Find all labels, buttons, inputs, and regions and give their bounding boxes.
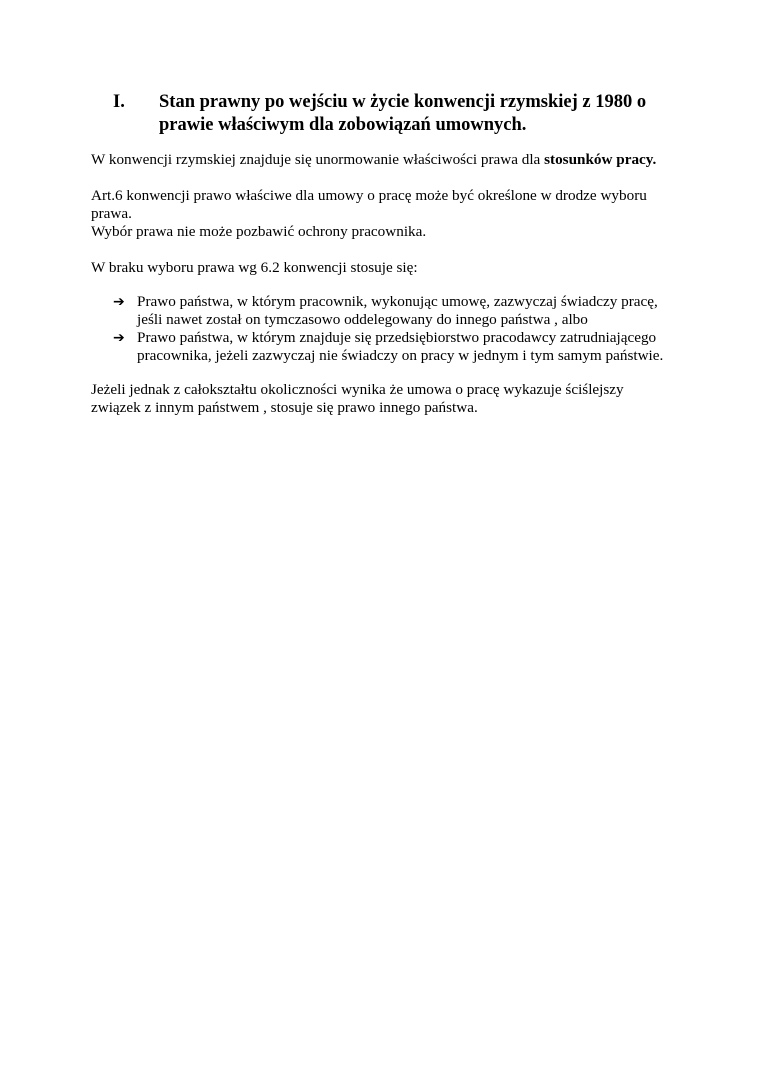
- section-title-line: prawie właściwym dla zobowiązań umownych.: [159, 115, 527, 135]
- section-heading: [113, 91, 673, 137]
- paragraph-line: prawa.: [91, 205, 132, 222]
- paragraph-closer-connection: [91, 381, 691, 417]
- paragraph-line: związek z innym państwem , stosuje się prawo innego państwa.: [91, 399, 478, 416]
- paragraph-line: W braku wyboru prawa wg 6.2 konwencji stosuje się:: [91, 259, 418, 276]
- arrow-list: [113, 293, 693, 365]
- paragraph-line: Wybór prawa nie może pozbawić ochrony pracownika.: [91, 223, 427, 240]
- paragraph-art6: [91, 187, 691, 241]
- list-item-line: jeśli nawet został on tymczasowo oddelegowany do innego państwa , albo: [137, 311, 588, 328]
- list-item: [113, 293, 693, 329]
- arrow-right-icon: ➔: [113, 294, 125, 310]
- list-item-line: Prawo państwa, w którym pracownik, wykonując umowę, zazwyczaj świadczy pracę,: [137, 293, 658, 310]
- paragraph-line: [91, 151, 691, 169]
- list-item-text: [137, 329, 693, 365]
- section-title-line: Stan prawny po wejściu w życie konwencji rzymskiej z 1980 o: [159, 92, 647, 112]
- arrow-right-icon: ➔: [113, 330, 125, 346]
- list-item-line: pracownika, jeżeli zazwyczaj nie świadczy on pracy w jednym i tym samym państwie.: [137, 347, 664, 364]
- section-number: I.: [113, 92, 125, 112]
- paragraph-line: Art.6 konwencji prawo właściwe dla umowy o pracę może być określone w drodze wyboru: [91, 187, 647, 204]
- paragraph-text: W konwencji rzymskiej znajduje się unormowanie właściwości prawa dla: [91, 151, 545, 168]
- list-item-line: Prawo państwa, w którym znajduje się przedsiębiorstwo pracodawcy zatrudniającego: [137, 329, 657, 346]
- section-title: [159, 91, 673, 137]
- list-item-text: [137, 293, 693, 329]
- paragraph-intro: [91, 151, 691, 169]
- list-item: [113, 329, 693, 365]
- paragraph-line: Jeżeli jednak z całokształtu okoliczności wynika że umowa o pracę wykazuje ściślejszy: [91, 381, 624, 398]
- bold-emphasis: stosunków pracy.: [544, 151, 657, 168]
- paragraph-no-choice: [91, 259, 691, 277]
